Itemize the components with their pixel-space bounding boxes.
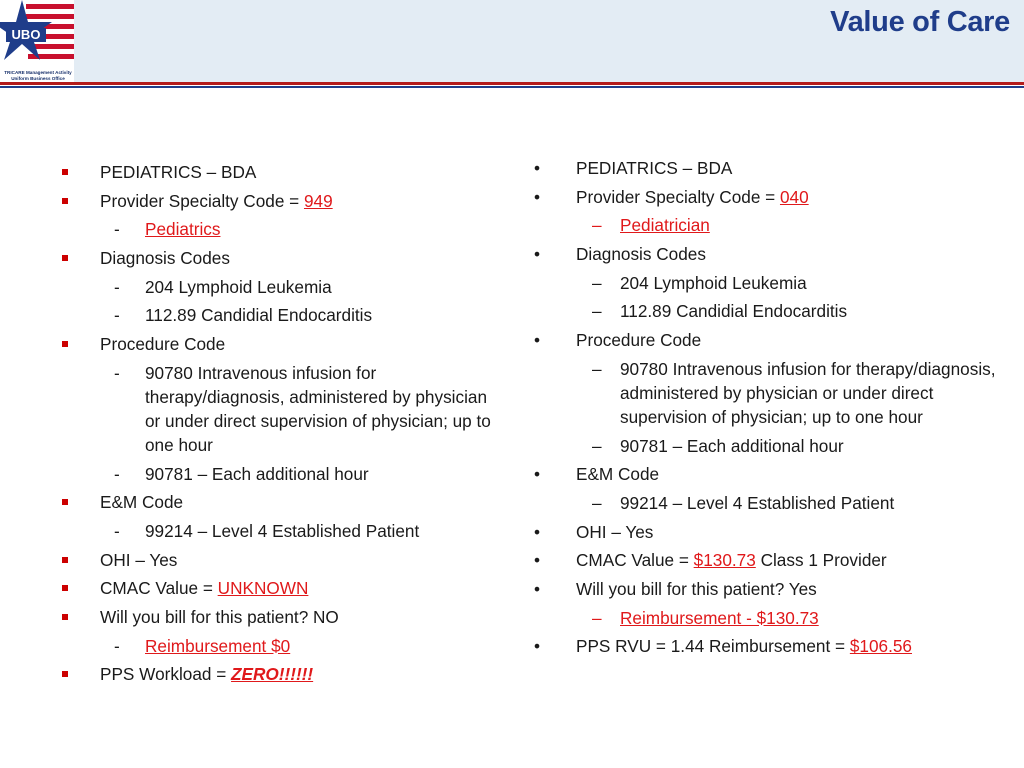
header-rule-navy bbox=[0, 86, 1024, 88]
list-item: – 99214 – Level 4 Established Patient bbox=[592, 492, 895, 513]
list-item: • OHI – Yes bbox=[534, 521, 654, 542]
square-bullet-icon bbox=[62, 169, 68, 175]
list-item: – 204 Lymphoid Leukemia bbox=[592, 272, 807, 293]
list-item: • CMAC Value = $130.73 Class 1 Provider bbox=[534, 550, 887, 571]
endash-marker: – bbox=[592, 435, 602, 456]
list-item: - 90780 Intravenous infusion for therapy/diagnosis, administered by physician or under direct supervision of physician; up to one hour bbox=[114, 362, 491, 455]
list-item: Procedure Code bbox=[62, 332, 502, 356]
list-item: PEDIATRICS – BDA bbox=[62, 160, 502, 184]
square-bullet-icon bbox=[62, 585, 68, 591]
list-item: • Procedure Code bbox=[534, 330, 702, 351]
reimbursement-value: $106.56 bbox=[849, 636, 912, 657]
cmac-value: UNKNOWN bbox=[217, 578, 309, 599]
list-item: – Reimbursement - $130.73 bbox=[592, 607, 819, 628]
left-column bbox=[62, 160, 502, 691]
list-item: - 90781 – Each additional hour bbox=[114, 463, 369, 484]
list-item: – 90781 – Each additional hour bbox=[592, 435, 844, 456]
endash-marker: – bbox=[592, 272, 602, 293]
list-item: • PPS RVU = 1.44 Reimbursement = $106.56 bbox=[534, 636, 912, 657]
list-item: - Pediatrics bbox=[114, 219, 221, 240]
list-item: • Will you bill for this patient? Yes bbox=[534, 578, 817, 599]
square-bullet-icon bbox=[62, 614, 68, 620]
dash-marker: - bbox=[114, 305, 120, 326]
list-item: Provider Specialty Code = 949 bbox=[62, 189, 502, 213]
pps-workload-value: ZERO!!!!!! bbox=[231, 664, 314, 685]
square-bullet-icon bbox=[62, 255, 68, 261]
slide-header bbox=[0, 0, 1024, 82]
right-column bbox=[530, 156, 1000, 663]
ubo-logo bbox=[0, 0, 74, 84]
list-item: PPS Workload = ZERO!!!!!! bbox=[62, 662, 502, 686]
list-item: Diagnosis Codes bbox=[62, 246, 502, 270]
bullet-icon: • bbox=[534, 578, 541, 599]
square-bullet-icon bbox=[62, 198, 68, 204]
list-item: – Pediatrician bbox=[592, 215, 710, 236]
bullet-icon: • bbox=[534, 550, 541, 571]
dash-marker: - bbox=[114, 520, 120, 541]
cmac-value: $130.73 bbox=[693, 550, 756, 571]
square-bullet-icon bbox=[62, 499, 68, 505]
dash-marker: - bbox=[114, 463, 120, 484]
dash-marker: - bbox=[114, 276, 120, 297]
dash-marker: - bbox=[114, 219, 120, 240]
list-item: • Diagnosis Codes bbox=[534, 244, 706, 265]
logo-text: UBO bbox=[11, 27, 41, 42]
list-item: - 204 Lymphoid Leukemia bbox=[114, 276, 332, 297]
list-item: • Provider Specialty Code = 040 bbox=[534, 186, 809, 207]
endash-marker: – bbox=[592, 358, 602, 379]
square-bullet-icon bbox=[62, 341, 68, 347]
bullet-icon: • bbox=[534, 464, 541, 485]
page-title: Value of Care bbox=[830, 6, 1010, 38]
specialty-code-value: 040 bbox=[779, 186, 809, 207]
bullet-icon: • bbox=[534, 244, 541, 265]
list-item: – 90780 Intravenous infusion for therapy/diagnosis, administered by physician or under direct supervision of physician; up to one hour bbox=[592, 358, 996, 427]
logo-caption: TRICARE Management Activity Uniform Business Office bbox=[4, 70, 72, 81]
list-item: - Reimbursement $0 bbox=[114, 635, 291, 656]
bullet-icon: • bbox=[534, 636, 541, 657]
specialty-code-value: 949 bbox=[303, 190, 333, 211]
list-item: - 99214 – Level 4 Established Patient bbox=[114, 520, 420, 541]
bullet-icon: • bbox=[534, 186, 541, 207]
bullet-icon: • bbox=[534, 521, 541, 542]
list-item: – 112.89 Candidial Endocarditis bbox=[592, 301, 848, 322]
endash-marker: – bbox=[592, 301, 602, 322]
list-item: - 112.89 Candidial Endocarditis bbox=[114, 305, 373, 326]
square-bullet-icon bbox=[62, 671, 68, 677]
endash-marker: – bbox=[592, 492, 602, 513]
list-item: CMAC Value = UNKNOWN bbox=[62, 576, 502, 600]
square-bullet-icon bbox=[62, 557, 68, 563]
bullet-icon: • bbox=[534, 158, 541, 178]
list-item: OHI – Yes bbox=[62, 548, 502, 572]
list-item: • PEDIATRICS – BDA bbox=[534, 158, 733, 178]
list-item: E&M Code bbox=[62, 490, 502, 514]
bullet-icon: • bbox=[534, 330, 541, 351]
list-item: • E&M Code bbox=[534, 464, 660, 485]
list-item: Will you bill for this patient? NO bbox=[62, 605, 502, 629]
dash-marker: - bbox=[114, 362, 120, 383]
endash-marker: – bbox=[592, 607, 602, 628]
header-rule-red bbox=[0, 82, 1024, 85]
dash-marker: - bbox=[114, 635, 120, 656]
endash-marker: – bbox=[592, 215, 602, 236]
